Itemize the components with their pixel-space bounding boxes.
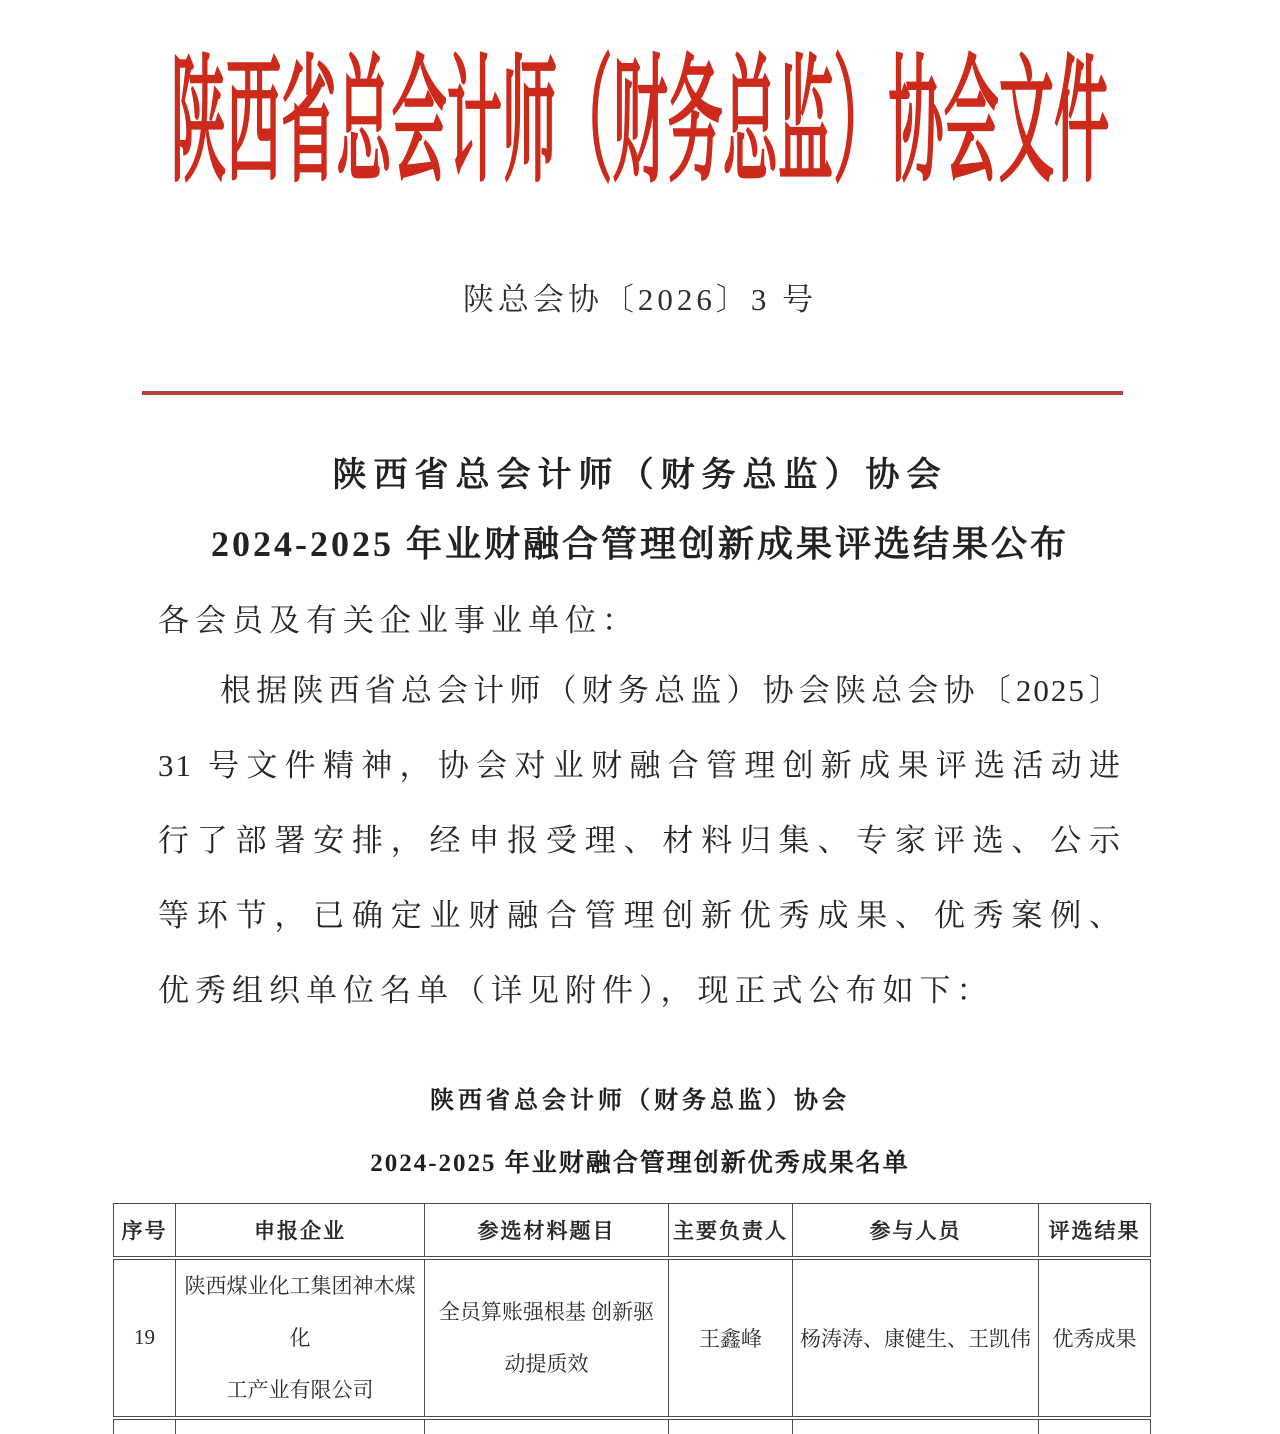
document-title-line1: 陕西省总会计师（财务总监）协会 bbox=[332, 457, 948, 494]
paragraph-line-3: 行了部署安排，经申报受理、材料归集、专家评选、公示 bbox=[158, 823, 1122, 858]
cell-serial: 19 bbox=[114, 1258, 176, 1418]
red-divider-rule bbox=[142, 391, 1123, 395]
cell-material-line2: 动提质效 bbox=[504, 1351, 589, 1376]
cell-participants: 杨涛涛、康健生、王凯伟 bbox=[793, 1258, 1039, 1418]
column-header-leader: 主要负责人 bbox=[669, 1204, 793, 1258]
document-body bbox=[158, 599, 1122, 1028]
results-table bbox=[113, 1203, 1151, 1434]
column-header-material: 参选材料题目 bbox=[425, 1204, 669, 1258]
body-paragraph bbox=[158, 653, 1122, 1028]
paragraph-line-4: 等环节，已确定业财融合管理创新优秀成果、优秀案例、 bbox=[158, 898, 1122, 933]
document-number: 陕总会协〔2026〕3 号 bbox=[462, 282, 818, 317]
cell-company-line2: 工产业有限公司 bbox=[226, 1377, 374, 1402]
salutation-line: 各会员及有关企业事业单位： bbox=[158, 603, 639, 638]
document-masthead bbox=[0, 44, 1280, 212]
cell-leader: 王鑫峰 bbox=[669, 1258, 793, 1418]
cell-result: 优秀成果 bbox=[1039, 1258, 1151, 1418]
attachment-org-title: 陕西省总会计师（财务总监）协会 bbox=[430, 1088, 850, 1114]
paragraph-line-1: 根据陕西省总会计师（财务总监）协会陕总会协〔2025〕 bbox=[220, 673, 1122, 708]
column-header-company: 申报企业 bbox=[176, 1204, 425, 1258]
column-header-result: 评选结果 bbox=[1039, 1204, 1151, 1258]
document-title-line2: 2024-2025 年业财融合管理创新成果评选结果公布 bbox=[211, 524, 1069, 564]
cell-material bbox=[425, 1258, 669, 1418]
masthead-title: 陕西省总会计师（财务总监）协会文件 bbox=[170, 46, 1110, 199]
cell-company bbox=[176, 1258, 425, 1418]
cell-material-line1: 全员算账强根基 创新驱 bbox=[438, 1299, 655, 1324]
attachment-list-title: 2024-2025 年业财融合管理创新优秀成果名单 bbox=[370, 1150, 910, 1177]
cell-company-line1: 陕西煤业化工集团神木煤化 bbox=[184, 1273, 416, 1350]
table-row bbox=[114, 1258, 1151, 1418]
paragraph-line-2: 31 号文件精神，协会对业财融合管理创新成果评选活动进 bbox=[158, 748, 1122, 783]
table-row-partial bbox=[114, 1418, 1151, 1434]
paragraph-line-5: 优秀组织单位名单（详见附件），现正式公布如下： bbox=[158, 973, 994, 1008]
column-header-participants: 参与人员 bbox=[793, 1204, 1039, 1258]
column-header-serial: 序号 bbox=[114, 1204, 176, 1258]
table-header-row bbox=[114, 1204, 1151, 1258]
